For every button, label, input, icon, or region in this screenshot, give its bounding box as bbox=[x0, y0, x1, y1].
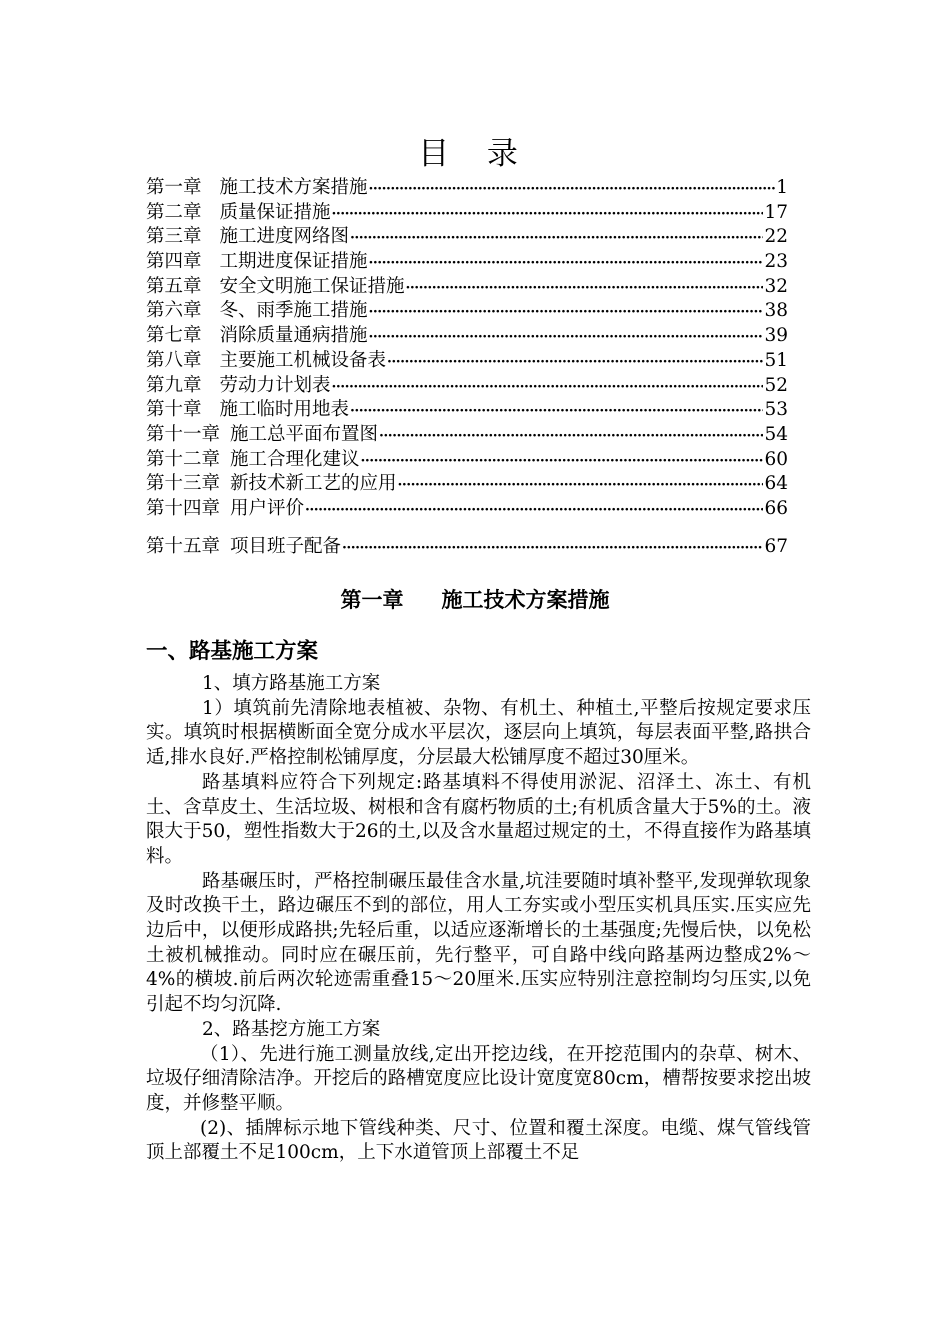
toc-name: 劳动力计划表 bbox=[219, 374, 331, 396]
toc-page-number: 1 bbox=[776, 177, 788, 198]
toc-leader-dots bbox=[379, 424, 763, 449]
toc-chapter: 第十三章 bbox=[146, 473, 221, 495]
toc-name: 安全文明施工保证措施 bbox=[219, 275, 405, 297]
toc-page-number: 51 bbox=[764, 349, 788, 371]
subsection-heading: 1、填方路基施工方案 bbox=[202, 673, 381, 694]
toc-entry[interactable] bbox=[146, 472, 788, 497]
paragraph: (2)、插牌标示地下管线种类、尺寸、位置和覆土深度。电缆、煤气管线管顶上部覆土不足100cm，上下水道管顶上部覆土不足 bbox=[146, 1117, 811, 1164]
toc-page-number: 66 bbox=[764, 497, 788, 519]
toc-name: 消除质量通病措施 bbox=[219, 325, 368, 347]
toc-name: 项目班子配备 bbox=[230, 535, 342, 557]
toc-entry[interactable] bbox=[146, 448, 788, 473]
toc-page-number: 39 bbox=[764, 325, 788, 347]
toc-entry[interactable] bbox=[146, 299, 788, 324]
toc-page-number: 64 bbox=[764, 473, 788, 495]
toc-name: 施工合理化建议 bbox=[230, 448, 360, 470]
toc-name: 新技术新工艺的应用 bbox=[230, 473, 397, 495]
toc-page-number: 54 bbox=[764, 423, 788, 445]
toc-page-number: 17 bbox=[764, 201, 788, 223]
toc-entry[interactable] bbox=[146, 275, 788, 300]
toc-page-number: 60 bbox=[764, 448, 788, 470]
toc-leader-dots bbox=[361, 449, 764, 474]
toc-leader-dots bbox=[398, 473, 764, 498]
toc-leader-dots bbox=[305, 498, 763, 523]
toc-entry[interactable] bbox=[146, 423, 788, 448]
toc-title: 目 录 bbox=[418, 136, 532, 172]
toc-chapter: 第三章 bbox=[146, 226, 202, 248]
toc-leader-dots bbox=[342, 536, 763, 561]
toc-name: 施工进度网络图 bbox=[219, 226, 350, 248]
toc-chapter: 第九章 bbox=[146, 374, 202, 396]
toc-page-number: 52 bbox=[764, 374, 788, 396]
toc-entry[interactable] bbox=[146, 535, 788, 560]
toc-entry[interactable] bbox=[146, 374, 788, 399]
table-of-contents bbox=[146, 176, 788, 559]
toc-leader-dots bbox=[387, 350, 763, 375]
toc-entry[interactable] bbox=[146, 225, 788, 250]
chapter-number: 第一章 bbox=[340, 588, 404, 612]
toc-name: 施工临时用地表 bbox=[219, 399, 350, 421]
toc-chapter: 第十五章 bbox=[146, 535, 221, 557]
paragraph: 路基填料应符合下列规定:路基填料不得使用淤泥、沼泽土、冻土、有机土、含草皮土、生活垃圾、树根和含有腐朽物质的土;有机质含量大于5%的土。液限大于50，塑性指数大于26的土,以及含水量超过规定的土，不得直接作为路基填料。 bbox=[146, 771, 811, 867]
toc-chapter: 第五章 bbox=[146, 275, 202, 297]
toc-name: 冬、雨季施工措施 bbox=[219, 300, 368, 322]
toc-name: 施工技术方案措施 bbox=[219, 177, 368, 198]
toc-entry[interactable] bbox=[146, 324, 788, 349]
toc-page-number: 32 bbox=[764, 275, 788, 297]
toc-name: 质量保证措施 bbox=[219, 201, 331, 223]
toc-entry[interactable] bbox=[146, 250, 788, 275]
chapter-heading bbox=[0, 584, 950, 614]
toc-page-number: 38 bbox=[764, 300, 788, 322]
toc-chapter: 第八章 bbox=[146, 349, 202, 371]
toc-chapter: 第十章 bbox=[146, 399, 202, 421]
toc-entry[interactable] bbox=[146, 176, 788, 201]
paragraph: 路基碾压时，严格控制碾压最佳含水量,坑洼要随时填补整平,发现弹软现象及时改换干土，路边碾压不到的部位，用人工夯实或小型压实机具压实.压实应先边后中，以便形成路拱;先轻后重，以适应逐渐增长的土基强度;先慢后快，以免松土被机械推动。同时应在碾压前，先行整平，可自路中线向路基两边整成2%～4%的横坡.前后两次轮迹需重叠15～20厘米.压实应特别注意控制均匀压实,以免引起不均匀沉降. bbox=[146, 870, 811, 1016]
toc-chapter: 第六章 bbox=[146, 300, 202, 322]
toc-chapter: 第一章 bbox=[146, 177, 202, 198]
toc-entry[interactable] bbox=[146, 398, 788, 423]
chapter-title: 施工技术方案措施 bbox=[441, 588, 610, 612]
toc-entry[interactable] bbox=[146, 201, 788, 226]
toc-page-number: 53 bbox=[764, 399, 788, 421]
toc-chapter: 第十一章 bbox=[146, 423, 221, 445]
toc-page-number: 22 bbox=[764, 226, 788, 248]
toc-leader-dots bbox=[332, 202, 764, 227]
paragraph: （1）、先进行施工测量放线,定出开挖边线，在开挖范围内的杂草、树木、垃圾仔细清除洁净。开挖后的路槽宽度应比设计宽度宽80cm，槽帮按要求挖出坡度，并修整平顺。 bbox=[146, 1043, 811, 1114]
toc-entry[interactable] bbox=[146, 349, 788, 374]
toc-leader-dots bbox=[406, 276, 764, 301]
toc-leader-dots bbox=[369, 325, 764, 350]
toc-leader-dots bbox=[350, 226, 763, 251]
toc-name: 工期进度保证措施 bbox=[219, 251, 368, 273]
toc-leader-dots bbox=[369, 177, 776, 202]
body-text bbox=[146, 672, 811, 1166]
toc-name: 用户评价 bbox=[230, 497, 305, 519]
toc-leader-dots bbox=[332, 375, 764, 400]
toc-chapter: 第十二章 bbox=[146, 448, 221, 470]
toc-name: 施工总平面布置图 bbox=[230, 423, 379, 445]
toc-chapter: 第四章 bbox=[146, 251, 202, 273]
paragraph: 1）填筑前先清除地表植被、杂物、有机土、种植土,平整后按规定要求压实。填筑时根据横断面全宽分成水平层次，逐层向上填筑，每层表面平整,路拱合适,排水良好.严格控制松铺厚度，分层最大松铺厚度不超过30厘米。 bbox=[146, 697, 811, 769]
toc-leader-dots bbox=[369, 251, 764, 276]
toc-name: 主要施工机械设备表 bbox=[219, 349, 387, 371]
toc-entry[interactable] bbox=[146, 497, 788, 522]
section-heading: 一、路基施工方案 bbox=[146, 639, 319, 664]
toc-leader-dots bbox=[369, 300, 764, 325]
toc-chapter: 第二章 bbox=[146, 201, 202, 223]
subsection-heading: 2、路基挖方施工方案 bbox=[202, 1018, 381, 1040]
toc-leader-dots bbox=[350, 399, 763, 424]
toc-page-number: 23 bbox=[764, 251, 788, 273]
toc-chapter: 第七章 bbox=[146, 325, 202, 347]
toc-page-number: 67 bbox=[764, 535, 788, 557]
toc-chapter: 第十四章 bbox=[146, 497, 221, 519]
